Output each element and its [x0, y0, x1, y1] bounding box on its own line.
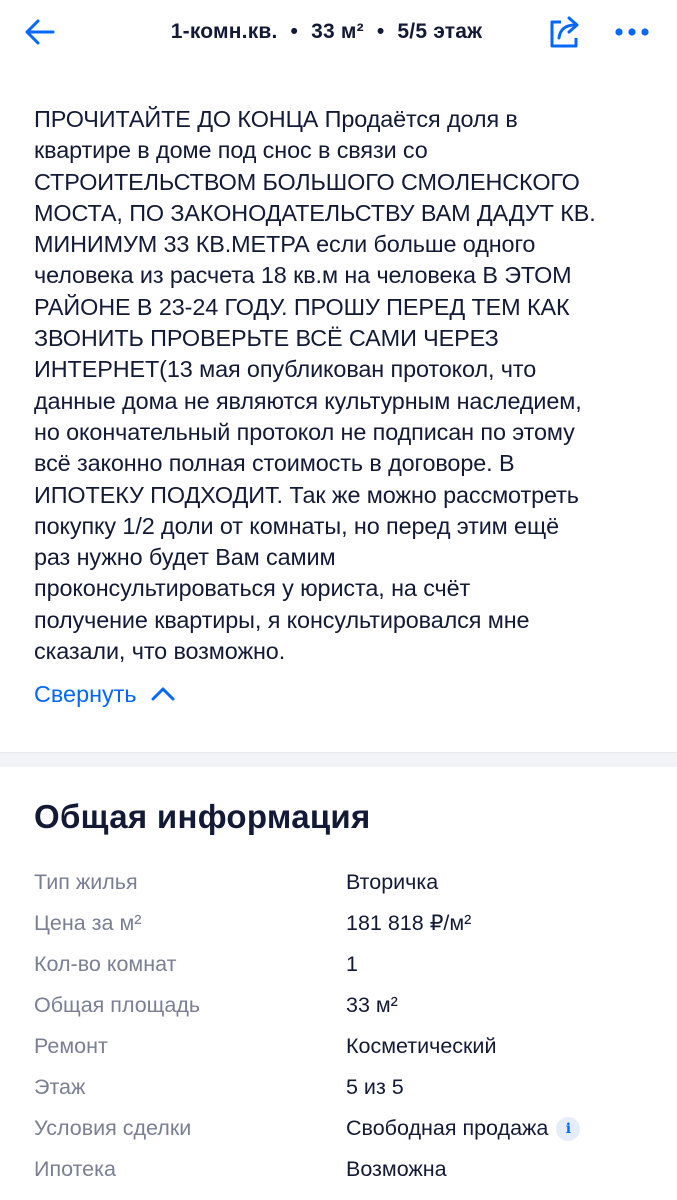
share-button[interactable]: [545, 12, 585, 52]
info-value-with-badge: [346, 1116, 580, 1141]
separator-dot: •: [290, 20, 299, 43]
general-info-table: [34, 862, 654, 1190]
more-options-button[interactable]: [608, 14, 656, 50]
info-icon[interactable]: i: [556, 1117, 580, 1141]
info-key: Условия сделки: [34, 1116, 192, 1140]
info-value: 5 из 5: [346, 1075, 404, 1099]
info-row-renovation: [34, 1026, 654, 1067]
info-row-price-per-m2: [34, 903, 654, 944]
info-key: Общая площадь: [34, 993, 201, 1017]
info-value: 181 818 ₽/м²: [346, 911, 472, 935]
top-bar: [0, 0, 677, 64]
info-row-total-area: [34, 985, 654, 1026]
info-key: Тип жилья: [34, 870, 138, 894]
listing-description: ПРОЧИТАЙТЕ ДО КОНЦА Продаётся доля в квартире в доме под снос в связи со СТРОИТЕЛЬСТВОМ БОЛЬШОГО СМОЛЕНСКОГО МОСТА, ПО ЗАКОНОДАТЕЛЬСТВУ ВАМ ДАДУТ КВ. МИНИМУМ 33 КВ.МЕТРА если больше одного человека из расчета 18 кв.м на человека В ЭТОМ РАЙОНЕ В 23-24 ГОДУ. ПРОШУ ПЕРЕД ТЕМ КАК ЗВОНИТЬ ПРОВЕРЬТЕ ВСЁ САМИ ЧЕРЕЗ ИНТЕРНЕТ(13 мая опубликован протокол, что данные дома не являются культурным наследием, но окончательный протокол не подписан по этому всё законно полная стоимость в договоре. В ИПОТЕКУ ПОДХОДИТ. Так же можно рассмотреть покупку 1/2 доли от комнаты, но перед этим ещё раз нужно будет Вам самим проконсультироваться у юриста, на счёт получение квартиры, я консультировался мне сказали, что возможно.: [34, 106, 596, 665]
separator-dot: •: [376, 20, 385, 43]
info-row-housing-type: [34, 862, 654, 903]
info-row-deal-terms: [34, 1108, 654, 1149]
chevron-up-icon: [151, 686, 175, 702]
info-key: Ремонт: [34, 1034, 108, 1058]
info-row-rooms: [34, 944, 654, 985]
share-icon: [547, 14, 583, 50]
collapse-label: Свернуть: [34, 680, 137, 707]
general-info-title: Общая информация: [34, 798, 371, 835]
floor-label: 5/5 этаж: [397, 20, 483, 43]
info-value: 1: [346, 952, 358, 976]
info-value: Свободная продажа: [346, 1116, 549, 1140]
info-key: Цена за м²: [34, 911, 142, 935]
collapse-description-button[interactable]: [34, 676, 175, 712]
info-key: Кол-во комнат: [34, 952, 177, 976]
info-value: Косметический: [346, 1034, 497, 1058]
section-divider: [0, 752, 677, 767]
info-value: 33 м²: [346, 993, 398, 1017]
rooms-label: 1-комн.кв.: [170, 20, 278, 43]
info-row-floor: [34, 1067, 654, 1108]
info-key: Ипотека: [34, 1157, 116, 1181]
info-key: Этаж: [34, 1075, 86, 1099]
more-horizontal-icon: [614, 27, 650, 37]
info-value: Вторичка: [346, 870, 439, 894]
info-row-mortgage: [34, 1149, 654, 1190]
info-value: Возможна: [346, 1157, 447, 1181]
area-label: 33 м²: [311, 20, 364, 43]
